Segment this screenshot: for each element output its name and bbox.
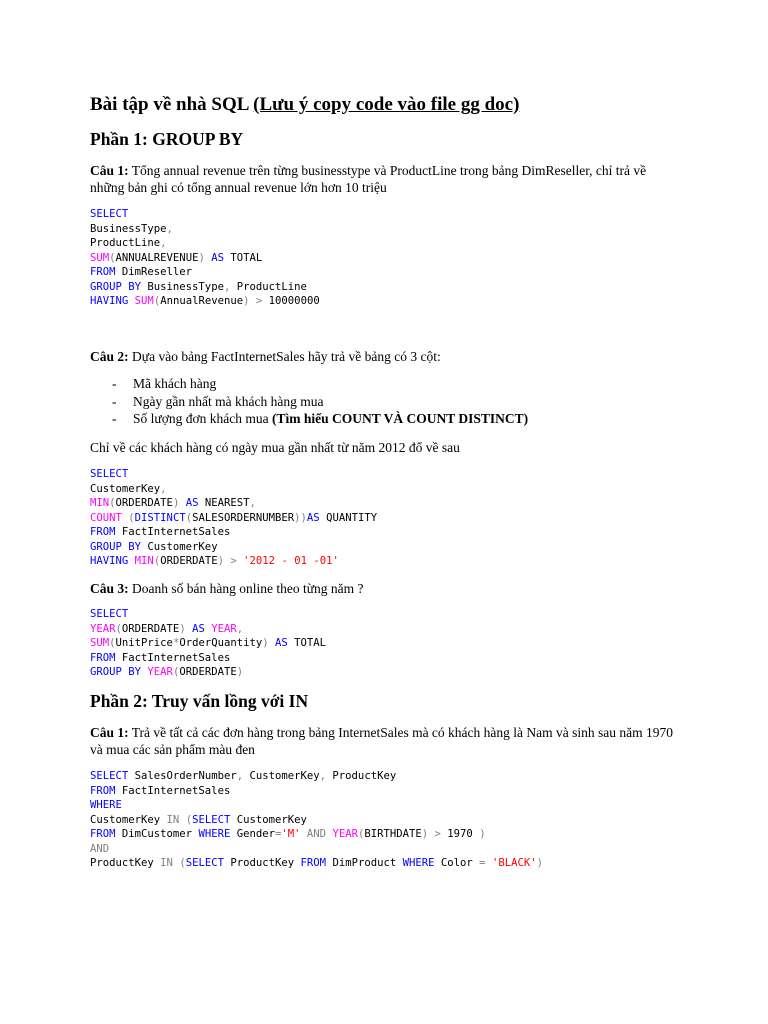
code-token: ORDERDATE [115,497,173,509]
part1-question-3 [90,580,675,597]
question-text: Trả về tất cả các đơn hàng trong bảng InternetSales mà có khách hàng là Nam và sinh sau năm 1970 và mua các sản phẩm màu đen [90,725,673,757]
code-line [90,281,307,293]
code-line [90,623,243,635]
code-token: FactInternetSales [115,784,231,797]
code-token: Color [434,857,480,869]
code-token: AnnualRevenue [160,295,244,307]
code-token: CustomerKey [141,540,218,553]
code-token: = [274,828,282,840]
code-token: ( [153,555,161,567]
code-token: AS [306,511,320,524]
code-token: AND [90,842,110,855]
code-token: , [236,622,244,635]
code-token: MIN [90,497,110,509]
code-token: = [479,857,486,869]
code-token: BusinessType [90,222,167,235]
code-line [90,295,320,307]
code-token: 'M' [281,828,301,840]
code-token: ) [217,555,224,567]
code-token: SALESORDERNUMBER [192,511,295,524]
question-label: Câu 2: [90,349,129,364]
code-token: , [319,770,327,782]
question-2-bullet-list [112,375,528,428]
code-token: * [172,637,180,649]
code-line [90,483,167,495]
code-token: ) [236,666,244,678]
part1-question-2 [90,348,675,365]
code-token: FROM [90,526,116,538]
code-token: WHERE [402,857,435,869]
code-token: ) [421,828,429,840]
code-token: , [166,222,173,235]
code-token: HAVING [90,295,129,307]
code-token: TOTAL [224,251,263,264]
code-token: FactInternetSales [115,526,231,538]
code-token: FROM [90,266,116,278]
code-line [90,541,218,553]
code-token: ) [198,251,205,264]
code-token: ( [185,511,193,524]
code-token: CustomerKey [90,482,161,495]
code-line [90,785,230,797]
list-item: - Mã khách hàng [112,375,528,393]
code-token: IN [166,813,180,826]
question-label: Câu 1: [90,163,129,178]
code-token: ProductLine [230,280,307,293]
code-token: SELECT [90,468,129,480]
code-line [90,608,128,620]
question-2-extra: Chỉ về các khách hàng có ngày mua gần nhất từ năm 2012 đổ về sau [90,440,460,455]
code-block-2 [90,467,377,569]
code-line [90,666,243,678]
code-line [90,799,122,811]
code-token: ( [128,511,135,524]
code-token: QUANTITY [319,511,378,524]
code-token: GROUP BY [90,540,142,553]
code-token: YEAR [90,622,116,635]
bullet-note: (Tìm hiểu COUNT VÀ COUNT DISTINCT) [271,411,529,426]
document-title [90,94,519,116]
code-token: 'BLACK' [491,857,537,869]
code-token: > [230,555,237,567]
code-line [90,857,543,869]
code-token: Gender [230,828,275,840]
code-token: NEAREST [198,497,250,509]
code-token: ProductLine [90,237,161,249]
code-token: ) [262,637,269,649]
code-line [90,497,256,509]
code-token: AND [306,828,327,840]
code-line [90,637,326,649]
code-token: AS [192,622,205,635]
code-token: 10000000 [262,295,320,307]
code-line [90,526,230,538]
code-token: ( [109,251,116,264]
part1-heading: Phần 1: GROUP BY [90,129,244,149]
code-token: OrderQuantity [179,637,263,649]
code-token: GROUP BY [90,666,142,678]
code-token: , [236,770,244,782]
code-line [90,237,167,249]
code-token: TOTAL [287,637,327,649]
code-token: GROUP BY [90,280,142,293]
code-token: ( [115,622,122,635]
code-block-1 [90,207,320,309]
code-token: FROM [90,828,116,840]
code-token: ProductKey [90,857,161,869]
code-block-4 [90,769,543,871]
code-token: ( [185,813,193,826]
code-token: , [223,280,231,293]
code-token: SELECT [185,857,224,869]
code-token: ProductKey [326,770,397,782]
title-main: Bài tập về nhà SQL [90,94,254,115]
code-line [90,266,192,278]
code-line [90,828,486,840]
title-note: (Lưu ý copy code vào file gg doc) [253,94,520,115]
code-token: FROM [300,857,327,869]
code-token: ORDERDATE [160,555,218,567]
code-token: DimProduct [326,857,403,869]
code-token: ( [109,497,116,509]
code-token: ( [109,637,116,649]
code-token: DimReseller [115,266,193,278]
code-token: )) [294,511,307,524]
list-item: - Ngày gần nhất mà khách hàng mua [112,393,528,411]
code-token: YEAR [332,828,358,840]
code-token: ) [479,828,486,840]
code-token: ) [179,622,186,635]
question-text: Tổng annual revenue trên từng businesstype và ProductLine trong bảng DimReseller, chỉ trả về những bản ghi có tổng annual revenue lớn hơn 10 triệu [90,163,647,195]
code-token: SELECT [90,608,129,620]
code-line [90,555,339,567]
code-token: SELECT [90,770,129,782]
code-token: UnitPrice [115,637,173,649]
question-label: Câu 1: [90,725,129,740]
code-token: CustomerKey [90,813,167,826]
code-line [90,652,230,664]
code-token: FROM [90,651,116,664]
code-token: WHERE [90,799,122,811]
code-token: ( [357,828,365,840]
code-token: ORDERDATE [179,666,237,678]
code-token: COUNT [90,511,122,524]
code-token: HAVING [90,555,129,567]
code-token: ( [172,666,180,678]
code-block-3 [90,607,326,680]
part2-question-1 [90,724,675,758]
code-token: WHERE [198,828,231,840]
code-token: SELECT [90,208,129,220]
code-line [90,843,109,855]
code-token: , [160,237,167,249]
code-token: , [160,482,167,495]
code-token: ) [536,857,543,869]
code-token: '2012 - 01 -01' [243,555,339,567]
code-token: DimCustomer [115,828,199,840]
code-token: ORDERDATE [121,622,180,635]
code-token: SalesOrderNumber [128,770,237,782]
code-token: YEAR [211,622,237,635]
code-token: AS [275,637,288,649]
code-token: BIRTHDATE [364,828,422,840]
code-token: CustomerKey [243,770,320,782]
code-token: > [255,295,263,307]
code-token: FactInternetSales [115,651,231,664]
part1-question-1 [90,162,675,196]
code-token: CustomerKey [230,813,307,826]
code-token: YEAR [147,666,173,678]
code-token: AS [185,497,199,509]
code-line [90,252,262,264]
part2-heading: Phần 2: Truy vấn lồng với IN [90,691,309,711]
code-line [90,223,173,235]
code-token: ProductKey [224,857,301,869]
code-token: FROM [90,784,116,797]
code-token: SUM [90,637,110,649]
code-token: ANNUALREVENUE [115,251,199,264]
code-token: ) [172,497,180,509]
question-text: Dựa vào bảng FactInternetSales hãy trả về bảng có 3 cột: [128,349,441,364]
code-line [90,208,128,220]
code-token: MIN [134,555,154,567]
question-text: Doanh số bán hàng online theo từng năm ? [128,581,364,596]
code-line [90,814,307,826]
code-line [90,770,396,782]
code-line [90,512,377,524]
code-token: SELECT [192,813,231,826]
list-item: - Số lượng đơn khách mua (Tìm hiểu COUNT VÀ COUNT DISTINCT) [112,410,528,428]
code-token: ) [243,295,250,307]
code-token: ( [153,295,161,307]
code-line [90,468,128,480]
code-token: SUM [134,295,154,307]
code-token: 1970 [440,828,480,840]
code-token: SUM [90,251,110,264]
code-token: AS [211,251,224,264]
code-token: IN [160,857,173,869]
question-label: Câu 3: [90,581,129,596]
code-token: DISTINCT [134,511,186,524]
code-token: ( [179,857,186,869]
code-token: BusinessType [141,280,224,293]
code-token: , [249,497,256,509]
code-token: > [434,828,441,840]
